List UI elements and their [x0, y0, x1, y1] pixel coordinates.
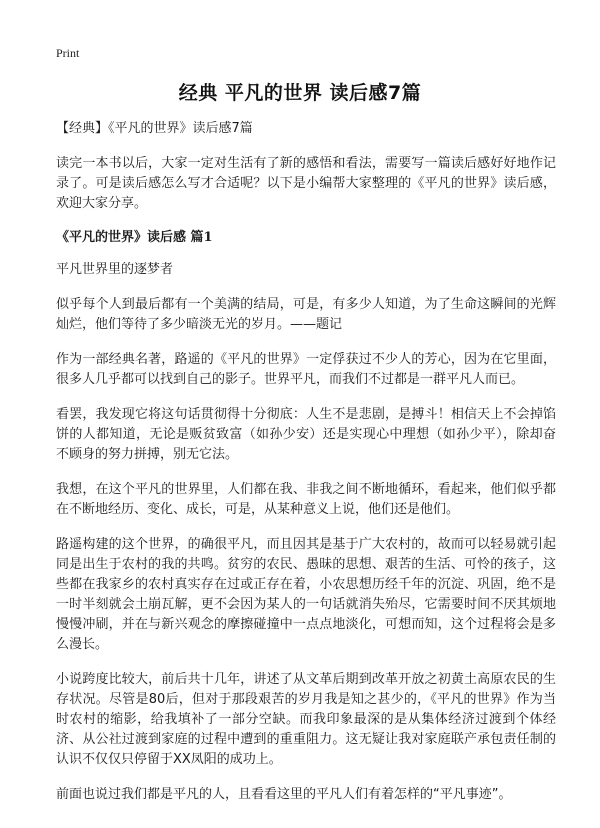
article-subtitle: 【经典】《平凡的世界》读后感7篇	[56, 121, 253, 136]
print-link[interactable]: Print	[56, 46, 80, 60]
section-subheading: 平凡世界里的逐梦者	[56, 262, 174, 277]
body-paragraph: 小说跨度比较大，前后共十几年，讲述了从文革后期到改革开放之初黄土高原农民的生存状况。尽管是80后，但对于那段艰苦的岁月我是知之甚少的，《平凡的世界》作为当时农村的缩影，给我填补了一部分空缺。而我印象最深的是从集体经济过渡到个体经济、从公社过渡到家庭的过程中遭到的重重阻力。这无疑让我对家庭联产承包责任制的认识不仅仅只停留于XX凤阳的成功上。	[56, 672, 556, 767]
intro-paragraph: 读完一本书以后，大家一定对生活有了新的感悟和看法，需要写一篇读后感好好地作记录了。可是读后感怎么写才合适呢？以下是小编帮大家整理的《平凡的世界》读后感，欢迎大家分享。	[56, 156, 556, 211]
body-paragraph: 前面也说过我们都是平凡的人，且看看这里的平凡人们有着怎样的“平凡事迹”。	[56, 787, 512, 802]
section-heading: 《平凡的世界》读后感 篇1	[56, 230, 213, 245]
article-title: 经典 平凡的世界 读后感7篇	[178, 82, 422, 104]
body-paragraph: 我想，在这个平凡的世界里，人们都在我、非我之间不断地循环，看起来，他们似乎都在不断地经历、变化、成长，可是，从某种意义上说，他们还是他们。	[56, 482, 556, 517]
body-paragraph: 作为一部经典名著，路遥的《平凡的世界》一定俘获过不少人的芳心，因为在它里面，很多人几乎都可以找到自己的影子。世界平凡，而我们不过都是一群平凡人而已。	[56, 352, 556, 387]
body-paragraph: 似乎每个人到最后都有一个美满的结局，可是，有多少人知道，为了生命这瞬间的光辉灿烂，他们等待了多少暗淡无光的岁月。——题记	[56, 297, 556, 332]
body-paragraph: 路遥构建的这个世界，的确很平凡，而且因其是基于广大农村的，故而可以轻易就引起同是出生于农村的我的共鸣。贫穷的农民、愚昧的思想、艰苦的生活、可怜的孩子，这些都在我家乡的农村真实存在过或正存在着，小农思想历经千年的沉淀、巩固，绝不是一时半刻就会土崩瓦解，更不会因为某人的一句话就消失殆尽，它需要时间不厌其烦地慢慢冲刷，并在与新兴观念的摩擦碰撞中一点点地淡化，可想而知，这个过程将会是多么漫长。	[56, 537, 556, 652]
body-paragraph: 看罢，我发现它将这句话贯彻得十分彻底：人生不是悲剧，是搏斗！相信天上不会掉馅饼的人都知道，无论是贩贫致富（如孙少安）还是实现心中理想（如孙少平），除却奋不顾身的努力拼搏，别无它法。	[56, 407, 556, 462]
article-body	[56, 120, 556, 820]
